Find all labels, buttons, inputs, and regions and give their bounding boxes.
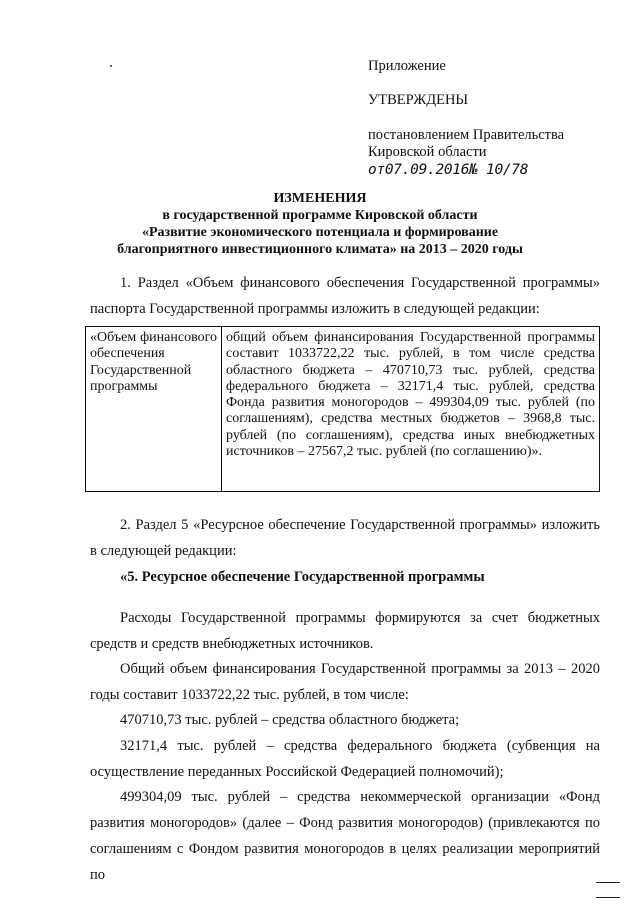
table-value-cell: общий объем финансирования Государственной программы составит 1033722,22 тыс. рублей, в том числе средства областного бюджета – 470710,73 тыс. рублей, средства федерального бюджета – 32171,4 тыс. рублей, средства Фонда развития моногородов – 499304,09 тыс. рублей (по соглашениям), средства местных бюджетов – 3968,8 тыс. рублей (по соглашениям), средства иных внебюджетных источников – 27567,2 тыс. рублей (по соглашению)». xyxy=(222,327,600,492)
doc-subtitle-3: благоприятного инвестиционного климата» на 2013 – 2020 годы xyxy=(117,242,523,257)
body-paragraph-1: Расходы Государственной программы формируются за счет бюджетных средств и средств внебюджетных источников. xyxy=(90,610,600,652)
decree-line-2: Кировской области xyxy=(368,144,487,160)
section-heading: «5. Ресурсное обеспечение Государственной программы xyxy=(120,569,485,585)
table-row xyxy=(86,327,600,492)
item-1-text: 1. Раздел «Объем финансового обеспечения Государственной программы» паспорта Государственной программы изложить в следующей редакции: xyxy=(90,275,600,317)
body-paragraph-2: Общий объем финансирования Государственной программы за 2013 – 2020 годы составит 1033722,22 тыс. рублей, в том числе: xyxy=(90,661,600,703)
scan-edge-mark-2 xyxy=(596,897,620,898)
body-paragraph-4: 32171,4 тыс. рублей – средства федерального бюджета (субвенция на осуществление переданных Российской Федерацией полномочий); xyxy=(90,738,600,780)
doc-title: ИЗМЕНЕНИЯ xyxy=(273,191,367,206)
decree-date-number: от07.09.2016№ 10/78 xyxy=(368,162,529,178)
table-label-cell: «Объем финансового обеспечения Государственной программы xyxy=(86,327,222,492)
scan-edge-mark xyxy=(596,882,620,883)
passport-table xyxy=(85,326,600,492)
body-paragraph-5: 499304,09 тыс. рублей – средства некоммерческой организации «Фонд развития моногородов» (далее – Фонд развития моногородов) (привлекаются по соглашениям с Фондом развития моногородов в целях реализации мероприятий по xyxy=(90,789,600,883)
doc-subtitle-1: в государственной программе Кировской области xyxy=(162,208,478,223)
decree-line-1: постановлением Правительства xyxy=(368,127,565,143)
approved-label: УТВЕРЖДЕНЫ xyxy=(368,92,469,108)
doc-subtitle-2: «Развитие экономического потенциала и формирование xyxy=(141,225,499,240)
body-paragraph-3: 470710,73 тыс. рублей – средства областного бюджета; xyxy=(120,712,460,728)
appendix-label: Приложение xyxy=(368,58,446,74)
scan-speck xyxy=(110,65,112,67)
item-2-text: 2. Раздел 5 «Ресурсное обеспечение Государственной программы» изложить в следующей редакции: xyxy=(90,517,600,559)
